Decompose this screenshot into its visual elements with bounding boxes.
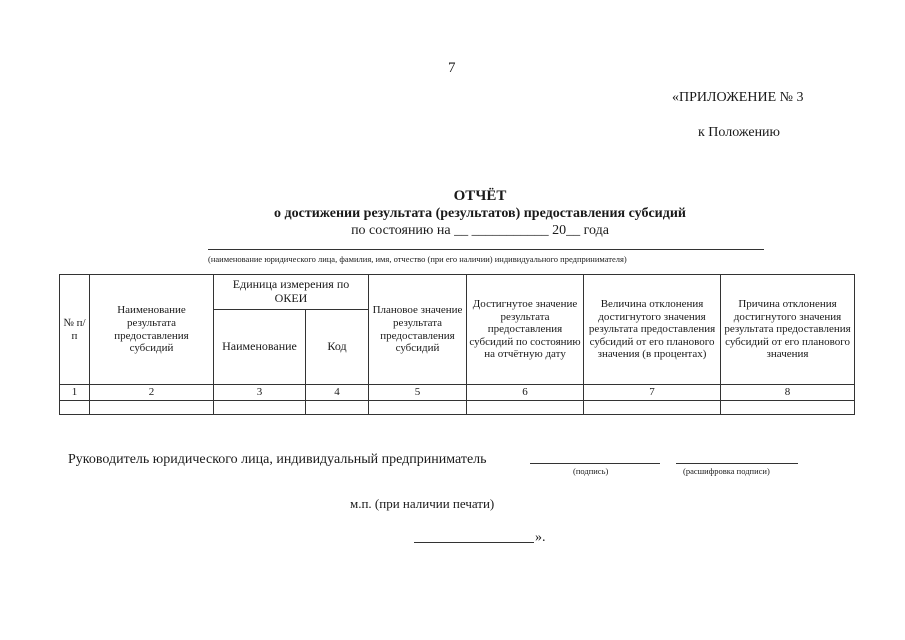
- table-cell: [584, 401, 721, 415]
- table-cell: [467, 401, 584, 415]
- header-num: № п/п: [60, 275, 90, 385]
- header-deviation: Величина отклонения достигнутого значения результата предоставления субсидий от его планового значения (в процентах): [584, 275, 721, 385]
- header-planned-value: Плановое значение результата предоставления субсидий: [369, 275, 467, 385]
- report-date-line: по состоянию на __ ___________ 20__ года: [351, 223, 609, 238]
- column-number: 4: [306, 385, 369, 401]
- column-number: 3: [214, 385, 306, 401]
- column-number: 1: [60, 385, 90, 401]
- table-cell: [90, 401, 214, 415]
- table-cell: [214, 401, 306, 415]
- column-number: 6: [467, 385, 584, 401]
- table-cell: [306, 401, 369, 415]
- closing-line: [414, 542, 534, 543]
- signature-label: Руководитель юридического лица, индивидуальный предприниматель: [68, 452, 487, 467]
- report-title: ОТЧЁТ: [453, 188, 507, 204]
- column-number: 7: [584, 385, 721, 401]
- report-table: [59, 274, 855, 415]
- header-result-name: Наименование результата предоставления субсидий: [90, 275, 214, 385]
- header-deviation-reason: Причина отклонения достигнутого значения результата предоставления субсидий от его планового значения: [721, 275, 855, 385]
- regulation-reference: к Положению: [698, 125, 781, 140]
- header-achieved-value: Достигнутое значение результата предоставления субсидий по состоянию на отчётную дату: [467, 275, 584, 385]
- header-unit-code: Код: [306, 310, 369, 385]
- column-number-row: [60, 385, 855, 401]
- column-number: 2: [90, 385, 214, 401]
- closing-quote: ».: [535, 530, 546, 545]
- signature-decode-line: [676, 463, 798, 464]
- page-number: 7: [448, 60, 456, 76]
- table-cell: [721, 401, 855, 415]
- report-subtitle: о достижении результата (результатов) предоставления субсидий: [274, 206, 686, 221]
- signature-line: [530, 463, 660, 464]
- entity-name-line: [208, 249, 764, 250]
- signature-decode-caption: (расшифровка подписи): [683, 466, 770, 476]
- header-unit-name: Наименование: [214, 310, 306, 385]
- seal-note: м.п. (при наличии печати): [350, 496, 495, 511]
- table-cell: [60, 401, 90, 415]
- table-cell: [369, 401, 467, 415]
- header-unit: Единица измерения по ОКЕИ: [214, 275, 369, 310]
- entity-name-caption: (наименование юридического лица, фамилия, имя, отчество (при его наличии) индивидуального предпринимателя): [208, 254, 627, 264]
- appendix-label: «ПРИЛОЖЕНИЕ № 3: [672, 90, 804, 105]
- column-number: 5: [369, 385, 467, 401]
- table-row: [60, 401, 855, 415]
- signature-caption: (подпись): [573, 466, 609, 476]
- column-number: 8: [721, 385, 855, 401]
